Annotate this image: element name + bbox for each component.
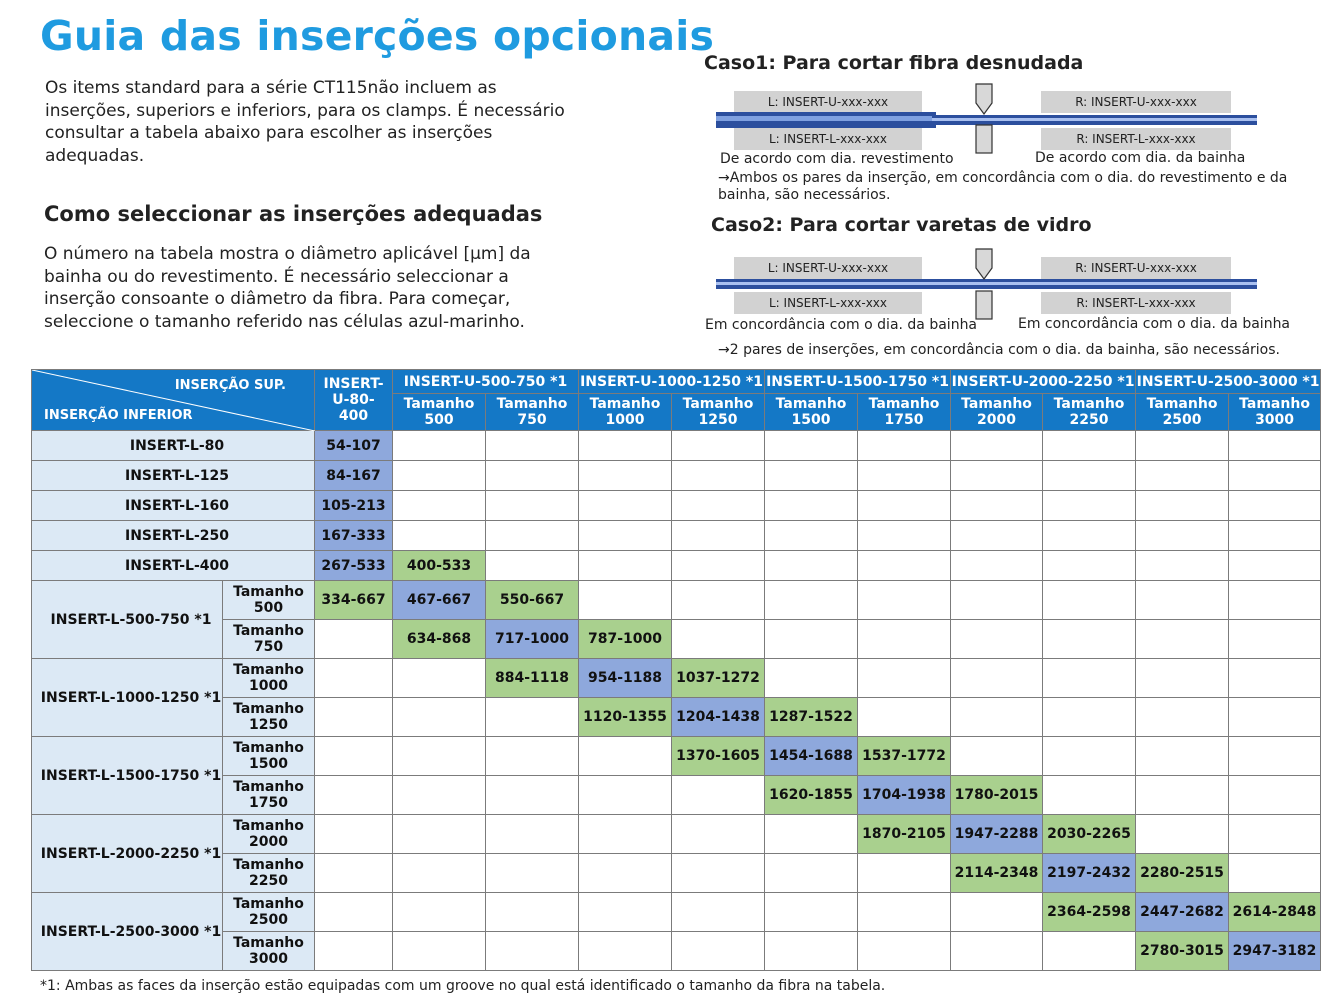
empty-cell <box>315 698 393 737</box>
empty-cell <box>486 551 579 581</box>
range-cell: 334-667 <box>315 581 393 620</box>
empty-cell <box>1229 581 1321 620</box>
empty-cell <box>486 932 579 971</box>
empty-cell <box>951 491 1043 521</box>
empty-cell <box>858 698 951 737</box>
range-cell: 54-107 <box>315 431 393 461</box>
range-cell: 84-167 <box>315 461 393 491</box>
range-cell: 550-667 <box>486 581 579 620</box>
row-label: INSERT-L-160 <box>32 491 315 521</box>
empty-cell <box>1136 737 1229 776</box>
empty-cell <box>486 893 579 932</box>
empty-cell <box>1136 698 1229 737</box>
empty-cell <box>579 932 672 971</box>
table-row <box>32 491 1321 521</box>
row-group-label: INSERT-L-2000-2250 *1 <box>32 815 223 893</box>
empty-cell <box>315 893 393 932</box>
range-cell: 1454-1688 <box>765 737 858 776</box>
empty-cell <box>951 932 1043 971</box>
row-label: INSERT-L-125 <box>32 461 315 491</box>
empty-cell <box>393 521 486 551</box>
range-cell: 1204-1438 <box>672 698 765 737</box>
row-label: INSERT-L-80 <box>32 431 315 461</box>
col-group-header: INSERT-U-2500-3000 *1 <box>1136 370 1321 394</box>
case2-left-top-label: L: INSERT-U-xxx-xxx <box>734 257 922 279</box>
empty-cell <box>393 815 486 854</box>
row-size-label: Tamanho 2500 <box>223 893 315 932</box>
empty-cell <box>858 491 951 521</box>
row-group-label: INSERT-L-1000-1250 *1 <box>32 659 223 737</box>
empty-cell <box>315 932 393 971</box>
empty-cell <box>1136 581 1229 620</box>
empty-cell <box>951 893 1043 932</box>
empty-cell <box>1136 521 1229 551</box>
empty-cell <box>858 620 951 659</box>
empty-cell <box>1043 737 1136 776</box>
empty-cell <box>672 491 765 521</box>
empty-cell <box>1043 521 1136 551</box>
empty-cell <box>486 815 579 854</box>
empty-cell <box>1229 854 1321 893</box>
empty-cell <box>393 461 486 491</box>
case2-right-top-label: R: INSERT-U-xxx-xxx <box>1041 257 1231 279</box>
empty-cell <box>858 659 951 698</box>
range-cell: 1704-1938 <box>858 776 951 815</box>
row-group-label: INSERT-L-500-750 *1 <box>32 581 223 659</box>
empty-cell <box>765 659 858 698</box>
empty-cell <box>315 815 393 854</box>
empty-cell <box>1229 698 1321 737</box>
empty-cell <box>858 521 951 551</box>
range-cell: 1037-1272 <box>672 659 765 698</box>
empty-cell <box>579 551 672 581</box>
col-group-header: INSERT-U-500-750 *1 <box>393 370 579 394</box>
empty-cell <box>672 854 765 893</box>
col-group-header: INSERT-U-1500-1750 *1 <box>765 370 951 394</box>
col-size-header: Tamanho 2250 <box>1043 394 1136 431</box>
empty-cell <box>486 737 579 776</box>
range-cell: 634-868 <box>393 620 486 659</box>
empty-cell <box>672 521 765 551</box>
row-label: INSERT-L-250 <box>32 521 315 551</box>
row-group-label: INSERT-L-1500-1750 *1 <box>32 737 223 815</box>
empty-cell <box>1136 491 1229 521</box>
corner-lower-label: INSERÇÃO INFERIOR <box>44 408 193 423</box>
empty-cell <box>765 854 858 893</box>
col-size-header: Tamanho 500 <box>393 394 486 431</box>
empty-cell <box>579 815 672 854</box>
empty-cell <box>765 581 858 620</box>
empty-cell <box>765 431 858 461</box>
empty-cell <box>951 659 1043 698</box>
empty-cell <box>858 932 951 971</box>
empty-cell <box>393 893 486 932</box>
table-row <box>32 932 1321 971</box>
empty-cell <box>1043 491 1136 521</box>
range-cell: 2197-2432 <box>1043 854 1136 893</box>
empty-cell <box>672 461 765 491</box>
range-cell: 400-533 <box>393 551 486 581</box>
range-cell: 167-333 <box>315 521 393 551</box>
empty-cell <box>858 461 951 491</box>
empty-cell <box>672 815 765 854</box>
empty-cell <box>315 854 393 893</box>
table-row <box>32 551 1321 581</box>
range-cell: 2364-2598 <box>1043 893 1136 932</box>
empty-cell <box>393 698 486 737</box>
empty-cell <box>1136 776 1229 815</box>
row-label: INSERT-L-400 <box>32 551 315 581</box>
empty-cell <box>1229 815 1321 854</box>
empty-cell <box>579 491 672 521</box>
case2-right-caption: Em concordância com o dia. da bainha <box>1018 316 1291 332</box>
case2-anvil-icon <box>974 290 994 320</box>
empty-cell <box>315 776 393 815</box>
empty-cell <box>315 659 393 698</box>
empty-cell <box>1043 431 1136 461</box>
empty-cell <box>1229 620 1321 659</box>
row-size-label: Tamanho 1500 <box>223 737 315 776</box>
empty-cell <box>672 431 765 461</box>
table-row <box>32 581 1321 620</box>
range-cell: 1780-2015 <box>951 776 1043 815</box>
empty-cell <box>1229 659 1321 698</box>
range-cell: 2780-3015 <box>1136 932 1229 971</box>
range-cell: 1370-1605 <box>672 737 765 776</box>
empty-cell <box>951 698 1043 737</box>
range-cell: 1287-1522 <box>765 698 858 737</box>
col-size-header: Tamanho 3000 <box>1229 394 1321 431</box>
table-row <box>32 815 1321 854</box>
empty-cell <box>672 620 765 659</box>
howto-paragraph: O número na tabela mostra o diâmetro aplicável [µm] da bainha ou do revestimento. É necessário seleccionar a inserção consoante o diâmetro da fibra. Para começar, seleccione o tamanho referido nas células azul-marinho. <box>44 244 531 332</box>
table-row <box>32 776 1321 815</box>
empty-cell <box>951 461 1043 491</box>
empty-cell <box>579 581 672 620</box>
empty-cell <box>1043 581 1136 620</box>
case1-left-bottom-label: L: INSERT-L-xxx-xxx <box>734 128 922 150</box>
empty-cell <box>858 551 951 581</box>
empty-cell <box>1229 551 1321 581</box>
range-cell: 787-1000 <box>579 620 672 659</box>
empty-cell <box>1043 461 1136 491</box>
empty-cell <box>393 776 486 815</box>
empty-cell <box>951 620 1043 659</box>
empty-cell <box>1229 431 1321 461</box>
empty-cell <box>1136 659 1229 698</box>
empty-cell <box>315 620 393 659</box>
empty-cell <box>765 620 858 659</box>
range-cell: 105-213 <box>315 491 393 521</box>
row-size-label: Tamanho 1750 <box>223 776 315 815</box>
range-cell: 2614-2848 <box>1229 893 1321 932</box>
empty-cell <box>486 491 579 521</box>
empty-cell <box>393 431 486 461</box>
table-row <box>32 737 1321 776</box>
table-row <box>32 521 1321 551</box>
empty-cell <box>1043 932 1136 971</box>
range-cell: 2280-2515 <box>1136 854 1229 893</box>
case1-note: →Ambos os pares da inserção, em concordância com o dia. do revestimento e da bainha, são necessários. <box>718 170 1288 203</box>
col-size-header: Tamanho 1250 <box>672 394 765 431</box>
empty-cell <box>1043 620 1136 659</box>
empty-cell <box>393 854 486 893</box>
empty-cell <box>486 461 579 491</box>
empty-cell <box>1229 776 1321 815</box>
range-cell: 1870-2105 <box>858 815 951 854</box>
empty-cell <box>672 776 765 815</box>
empty-cell <box>579 776 672 815</box>
empty-cell <box>951 737 1043 776</box>
empty-cell <box>486 431 579 461</box>
empty-cell <box>672 581 765 620</box>
intro-paragraph: Os items standard para a série CT115não incluem as inserções, superiors e inferiors, para os clamps. É necessário consultar a tabela abaixo para escolher as inserções adequadas. <box>45 78 565 166</box>
range-cell: 2947-3182 <box>1229 932 1321 971</box>
range-cell: 467-667 <box>393 581 486 620</box>
insert-selection-table <box>31 369 1321 971</box>
empty-cell <box>765 932 858 971</box>
col-size-header: Tamanho 750 <box>486 394 579 431</box>
empty-cell <box>1136 431 1229 461</box>
range-cell: 2030-2265 <box>1043 815 1136 854</box>
empty-cell <box>672 551 765 581</box>
row-size-label: Tamanho 1000 <box>223 659 315 698</box>
empty-cell <box>951 581 1043 620</box>
empty-cell <box>1136 620 1229 659</box>
case1-right-bottom-label: R: INSERT-L-xxx-xxx <box>1041 128 1231 150</box>
case1-title: Caso1: Para cortar fibra desnudada <box>704 52 1084 74</box>
empty-cell <box>393 737 486 776</box>
col-group-header: INSERT-U-1000-1250 *1 <box>579 370 765 394</box>
empty-cell <box>765 491 858 521</box>
case2-note: →2 pares de inserções, em concordância com o dia. da bainha, são necessários. <box>718 342 1280 358</box>
case1-blade-icon <box>974 83 994 115</box>
table-row <box>32 893 1321 932</box>
empty-cell <box>765 521 858 551</box>
empty-cell <box>579 854 672 893</box>
corner-header-cell <box>32 370 315 431</box>
empty-cell <box>579 461 672 491</box>
case2-blade-icon <box>974 248 994 280</box>
empty-cell <box>858 431 951 461</box>
col-size-header: Tamanho 1500 <box>765 394 858 431</box>
page-title: Guia das inserções opcionais <box>40 12 715 60</box>
empty-cell <box>393 659 486 698</box>
col-header-single: INSERT-U-80-400 <box>315 370 393 431</box>
empty-cell <box>672 932 765 971</box>
empty-cell <box>1136 461 1229 491</box>
empty-cell <box>1043 698 1136 737</box>
empty-cell <box>765 893 858 932</box>
col-group-header: INSERT-U-2000-2250 *1 <box>951 370 1136 394</box>
empty-cell <box>1043 776 1136 815</box>
empty-cell <box>951 551 1043 581</box>
range-cell: 884-1118 <box>486 659 579 698</box>
footnote: *1: Ambas as faces da inserção estão equipadas com um groove no qual está identificado o tamanho da fibra na tabela. <box>40 978 886 994</box>
case1-right-caption: De acordo com dia. da bainha <box>1035 150 1246 166</box>
row-size-label: Tamanho 2000 <box>223 815 315 854</box>
row-size-label: Tamanho 1250 <box>223 698 315 737</box>
empty-cell <box>1043 551 1136 581</box>
empty-cell <box>951 431 1043 461</box>
range-cell: 954-1188 <box>579 659 672 698</box>
empty-cell <box>1229 737 1321 776</box>
table-row <box>32 659 1321 698</box>
empty-cell <box>579 893 672 932</box>
section-heading: Como seleccionar as inserções adequadas <box>44 202 543 226</box>
empty-cell <box>951 521 1043 551</box>
empty-cell <box>486 698 579 737</box>
empty-cell <box>1136 815 1229 854</box>
range-cell: 1947-2288 <box>951 815 1043 854</box>
corner-upper-label: INSERÇÃO SUP. <box>174 378 286 393</box>
empty-cell <box>858 854 951 893</box>
case2-title: Caso2: Para cortar varetas de vidro <box>711 214 1092 236</box>
empty-cell <box>858 893 951 932</box>
row-size-label: Tamanho 3000 <box>223 932 315 971</box>
col-size-header: Tamanho 2000 <box>951 394 1043 431</box>
row-size-label: Tamanho 750 <box>223 620 315 659</box>
range-cell: 2447-2682 <box>1136 893 1229 932</box>
empty-cell <box>1229 491 1321 521</box>
empty-cell <box>486 776 579 815</box>
empty-cell <box>1229 521 1321 551</box>
empty-cell <box>672 893 765 932</box>
table-row <box>32 620 1321 659</box>
empty-cell <box>315 737 393 776</box>
row-size-label: Tamanho 2250 <box>223 854 315 893</box>
empty-cell <box>765 551 858 581</box>
range-cell: 1620-1855 <box>765 776 858 815</box>
range-cell: 1537-1772 <box>858 737 951 776</box>
row-group-label: INSERT-L-2500-3000 *1 <box>32 893 223 971</box>
col-size-header: Tamanho 1750 <box>858 394 951 431</box>
case2-left-caption: Em concordância com o dia. da bainha <box>705 317 978 333</box>
table-row <box>32 698 1321 737</box>
empty-cell <box>486 521 579 551</box>
case1-anvil-icon <box>974 124 994 154</box>
empty-cell <box>579 521 672 551</box>
range-cell: 2114-2348 <box>951 854 1043 893</box>
range-cell: 717-1000 <box>486 620 579 659</box>
empty-cell <box>765 815 858 854</box>
table-row <box>32 461 1321 491</box>
case1-left-top-label: L: INSERT-U-xxx-xxx <box>734 91 922 113</box>
case1-left-caption: De acordo com dia. revestimento <box>720 151 954 167</box>
empty-cell <box>486 854 579 893</box>
col-size-header: Tamanho 1000 <box>579 394 672 431</box>
empty-cell <box>1229 461 1321 491</box>
table-body <box>32 431 1321 971</box>
empty-cell <box>1043 659 1136 698</box>
empty-cell <box>579 737 672 776</box>
empty-cell <box>393 491 486 521</box>
case1-right-top-label: R: INSERT-U-xxx-xxx <box>1041 91 1231 113</box>
range-cell: 1120-1355 <box>579 698 672 737</box>
col-size-header: Tamanho 2500 <box>1136 394 1229 431</box>
case2-right-bottom-label: R: INSERT-L-xxx-xxx <box>1041 292 1231 314</box>
empty-cell <box>579 431 672 461</box>
empty-cell <box>765 461 858 491</box>
range-cell: 267-533 <box>315 551 393 581</box>
table-row <box>32 431 1321 461</box>
table-row <box>32 854 1321 893</box>
empty-cell <box>393 932 486 971</box>
empty-cell <box>1136 551 1229 581</box>
case2-left-bottom-label: L: INSERT-L-xxx-xxx <box>734 292 922 314</box>
row-size-label: Tamanho 500 <box>223 581 315 620</box>
empty-cell <box>858 581 951 620</box>
